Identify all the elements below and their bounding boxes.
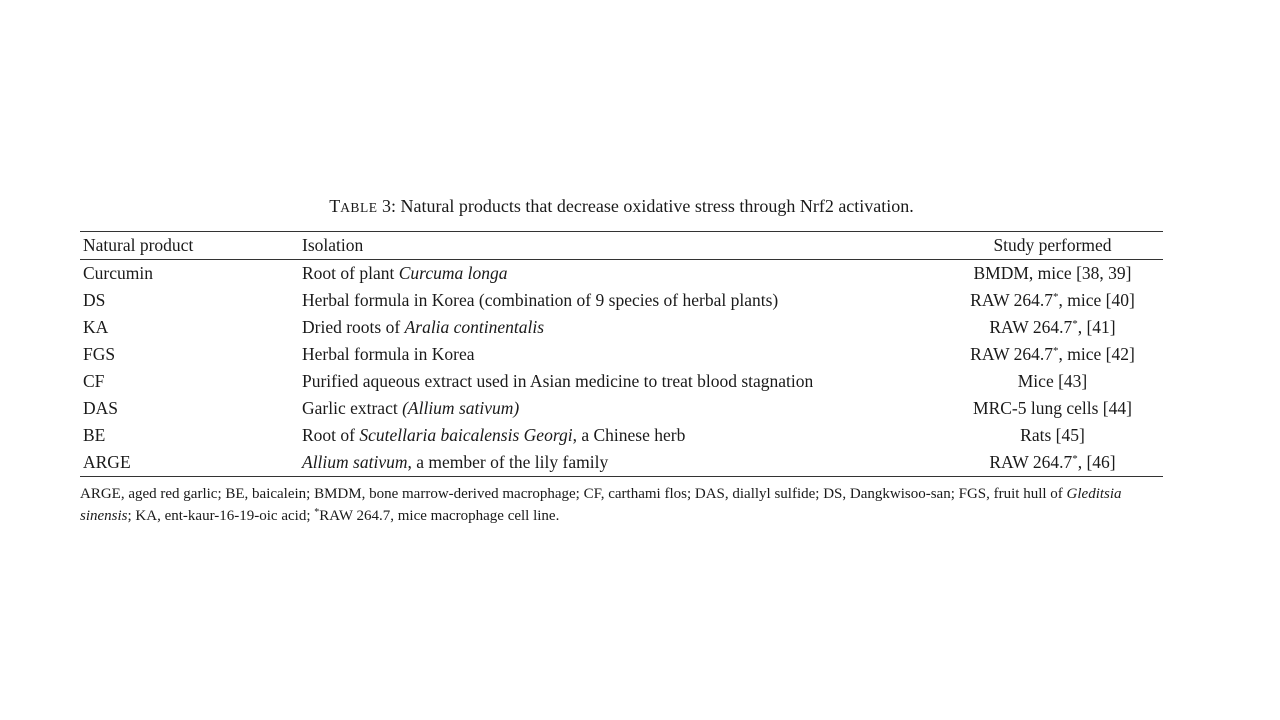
cell-natural-product: CF	[83, 371, 105, 391]
table-container	[80, 231, 1163, 477]
cell-natural-product: DAS	[83, 398, 119, 418]
study-asterisk: *	[1072, 318, 1078, 330]
cell-study-performed	[939, 260, 1163, 288]
isolation-text: Herbal formula in Korea	[302, 344, 475, 364]
cell-study-performed	[939, 368, 1163, 395]
table-row	[80, 287, 1163, 314]
isolation-text: Root of	[302, 425, 360, 445]
study-text: Rats [45]	[1020, 425, 1085, 445]
natural-products-table	[80, 231, 1163, 477]
cell-isolation	[299, 260, 939, 288]
study-text: RAW 264.7	[970, 344, 1054, 364]
header-isolation: Isolation	[302, 235, 364, 255]
footnote-asterisk: *	[314, 507, 320, 518]
study-text: MRC-5 lung cells [44]	[973, 398, 1132, 418]
table-row	[80, 314, 1163, 341]
table-header-row	[80, 232, 1163, 260]
isolation-text: Root of plant	[302, 263, 399, 283]
isolation-text-post: , a Chinese herb	[572, 425, 686, 445]
footnote-part3: RAW 264.7, mice macrophage cell line.	[319, 508, 560, 524]
table-body	[80, 260, 1163, 477]
cell-study-performed	[939, 314, 1163, 341]
study-text: RAW 264.7	[989, 452, 1073, 472]
table-row	[80, 395, 1163, 422]
cell-study-performed	[939, 449, 1163, 477]
isolation-italic: (Allium sativum)	[402, 398, 520, 418]
header-study-performed: Study performed	[993, 235, 1112, 255]
table-row	[80, 260, 1163, 288]
table-row	[80, 449, 1163, 477]
cell-isolation	[299, 314, 939, 341]
study-text: BMDM, mice [38, 39]	[973, 263, 1132, 283]
study-text-post: , [41]	[1077, 317, 1116, 337]
study-text-post: , mice [42]	[1058, 344, 1135, 364]
table-caption	[80, 195, 1163, 219]
cell-natural-product: DS	[83, 290, 106, 310]
isolation-italic: Allium sativum	[302, 452, 408, 472]
cell-study-performed	[939, 422, 1163, 449]
study-text-post: , [46]	[1077, 452, 1116, 472]
isolation-text: Garlic extract	[302, 398, 403, 418]
footnote-part2: ; KA, ent-kaur-16-19-oic acid;	[127, 508, 315, 524]
caption-label-first: T	[329, 196, 341, 216]
header-natural-product: Natural product	[83, 235, 194, 255]
study-text-post: , mice [40]	[1058, 290, 1135, 310]
cell-isolation	[299, 395, 939, 422]
isolation-italic: Aralia continentalis	[404, 317, 545, 337]
cell-isolation	[299, 449, 939, 477]
study-asterisk: *	[1053, 291, 1059, 303]
isolation-text: Dried roots of	[302, 317, 405, 337]
cell-natural-product: FGS	[83, 344, 116, 364]
caption-number: 3:	[381, 196, 396, 216]
study-text: Mice [43]	[1017, 371, 1088, 391]
isolation-text: Purified aqueous extract used in Asian medicine to treat blood stagnation	[302, 371, 814, 391]
cell-natural-product: KA	[83, 317, 109, 337]
cell-study-performed	[939, 395, 1163, 422]
isolation-italic: Curcuma longa	[398, 263, 508, 283]
cell-isolation	[299, 368, 939, 395]
study-asterisk: *	[1053, 345, 1059, 357]
footnote-italic: Gleditsia sinensis	[80, 486, 1122, 524]
caption-text: Natural products that decrease oxidative stress through Nrf2 activation.	[400, 196, 914, 216]
isolation-text-post: , a member of the lily family	[407, 452, 609, 472]
isolation-italic: Scutellaria baicalensis Georgi	[359, 425, 573, 445]
cell-isolation	[299, 422, 939, 449]
study-text: RAW 264.7	[989, 317, 1073, 337]
table-row	[80, 341, 1163, 368]
footnote-part1: ARGE, aged red garlic; BE, baicalein; BMDM, bone marrow-derived macrophage; CF, carthami flos; DAS, diallyl sulfide; DS, Dangkwisoo-san; FGS, fruit hull of	[80, 486, 1067, 502]
study-asterisk: *	[1072, 453, 1078, 465]
cell-natural-product: BE	[83, 425, 106, 445]
table-row	[80, 422, 1163, 449]
cell-study-performed	[939, 287, 1163, 314]
cell-isolation	[299, 341, 939, 368]
cell-natural-product: ARGE	[83, 452, 131, 472]
isolation-text: Herbal formula in Korea (combination of 9 species of herbal plants)	[302, 290, 779, 310]
caption-label-rest: ABLE	[340, 200, 378, 215]
cell-isolation	[299, 287, 939, 314]
cell-study-performed	[939, 341, 1163, 368]
study-text: RAW 264.7	[970, 290, 1054, 310]
table-footnote	[80, 483, 1170, 527]
cell-natural-product: Curcumin	[83, 263, 153, 283]
table-row	[80, 368, 1163, 395]
